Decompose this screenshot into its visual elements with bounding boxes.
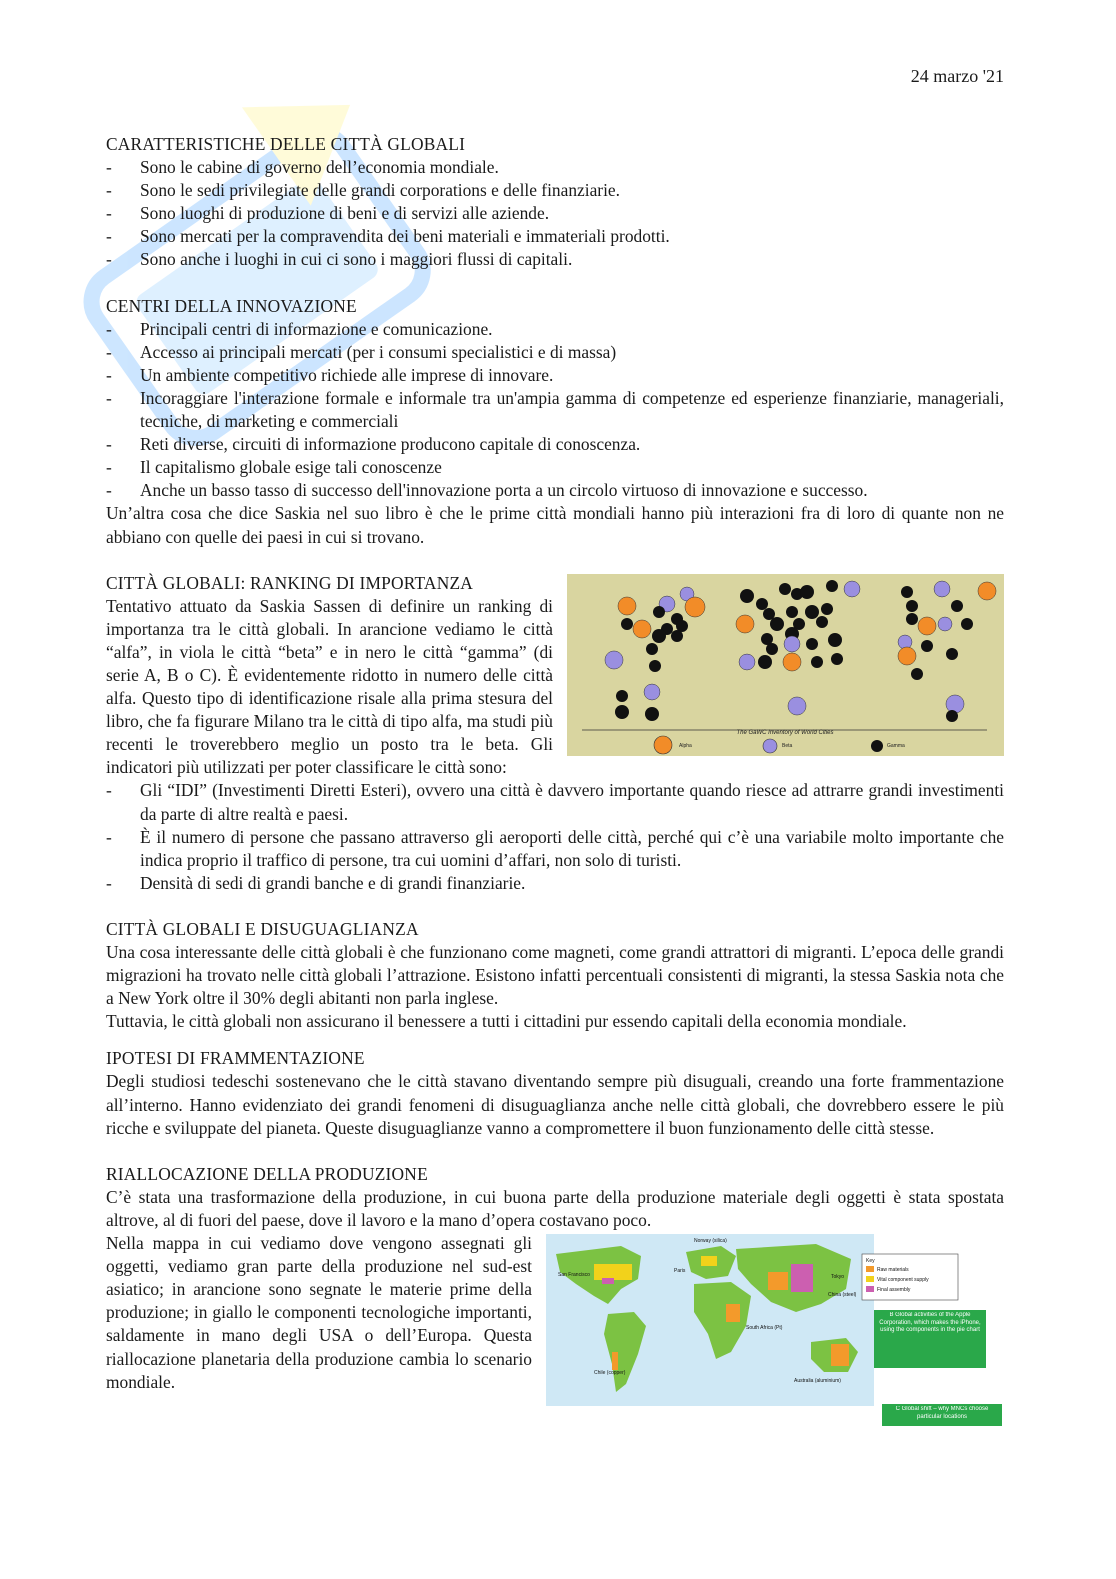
city-marker-gamma — [921, 640, 933, 652]
world-production-map — [546, 1234, 1008, 1426]
city-marker-gamma — [649, 660, 661, 672]
list-item: - Gli “IDI” (Investimenti Diretti Esteri), ovvero una città è davvero importante quando riesce ad attrarre grandi investimenti da parte di altre realtà e paesi. — [106, 779, 1004, 825]
list-item: - Reti diverse, circuiti di informazione producono capitale di conoscenza. — [106, 433, 1004, 456]
city-marker-beta — [739, 654, 755, 670]
list-item: - Sono le sedi privilegiate delle grandi corporations e delle finanziarie. — [106, 179, 1004, 202]
legend-alpha-dot — [654, 736, 672, 754]
city-marker-gamma — [740, 589, 754, 603]
city-marker-gamma — [786, 606, 798, 618]
document-body — [106, 133, 1004, 1432]
city-marker-beta — [934, 581, 950, 597]
list-item: - Un ambiente competitivo richiede alle imprese di innovare. — [106, 364, 1004, 387]
map-key-assembly: Final assembly — [877, 1287, 911, 1294]
city-marker-beta — [898, 635, 912, 649]
list-item: - Accesso ai principali mercati (per i consumi specialistici e di massa) — [106, 341, 1004, 364]
ranking-figure — [567, 572, 1004, 762]
paragraph-riallocazione-2: Nella mappa in cui vediamo dove vengono assegnati gli oggetti, vediamo gran parte della produzione nel sud-est asiatico; in arancione sono segnate le materie prime della produzione; in giallo le componenti tecnologiche importanti, saldamente in mano degli USA o dell’Europa. Questa riallocazione planetaria della produzione cambia lo scenario mondiale. — [106, 1233, 532, 1392]
map-label-norway: Norway (silica) — [694, 1238, 727, 1245]
asia-raw-materials — [768, 1272, 788, 1290]
paragraph-innovazione: Un’altra cosa che dice Saskia nel suo libro è che le prime città mondiali hanno più interazioni fra di loro di quante non ne abbiano con quelle dei paesi in cui si trovano. — [106, 503, 1004, 547]
city-marker-gamma — [828, 633, 842, 647]
city-marker-alpha — [978, 582, 996, 600]
map-key-raw: Raw materials — [877, 1267, 909, 1274]
map-caption-b: B Global activities of the Apple Corporation, which makes the iPhone, using the components in the pie chart — [879, 1312, 981, 1334]
city-marker-gamma — [756, 598, 768, 610]
city-marker-beta — [644, 684, 660, 700]
city-marker-gamma — [911, 668, 923, 680]
map-label-paris: Paris — [674, 1268, 686, 1275]
city-marker-beta — [788, 697, 806, 715]
city-marker-gamma — [645, 707, 659, 721]
city-marker-gamma — [816, 616, 828, 628]
city-marker-gamma — [961, 618, 973, 630]
list-item: - Incoraggiare l'interazione formale e informale tra un'ampia gamma di competenze ed esperienze finanziarie, manageriali, tecniche, di marketing e commerciali — [106, 387, 1004, 433]
list-item: - Sono luoghi di produzione di beni e di servizi alle aziende. — [106, 202, 1004, 225]
usa-vital-components — [594, 1264, 632, 1280]
city-marker-gamma — [646, 643, 658, 655]
city-marker-gamma — [800, 585, 814, 599]
city-marker-beta — [605, 651, 623, 669]
list-item: - Principali centri di informazione e comunicazione. — [106, 318, 1004, 341]
map-label-south-africa: South Africa (Pt) — [746, 1325, 783, 1332]
section-title-disuguaglianza: CITTÀ GLOBALI E DISUGUAGLIANZA — [106, 918, 419, 939]
city-marker-gamma — [831, 653, 843, 665]
paragraph-disuguaglianza-2: Tuttavia, le città globali non assicurano il benessere a tutti i cittadini pur essendo capitali della economia mondiale. — [106, 1011, 907, 1032]
map-key-vital: Vital component supply — [877, 1277, 929, 1284]
australia-raw-materials — [831, 1344, 849, 1366]
section-title-innovazione: CENTRI DELLA INNOVAZIONE — [106, 295, 357, 316]
city-marker-gamma — [946, 710, 958, 722]
legend-gamma-label: Gamma — [887, 742, 905, 749]
list-innovazione — [106, 318, 1004, 503]
city-marker-gamma — [906, 613, 918, 625]
paragraph-ranking: Tentativo attuato da Saskia Sassen di definire un ranking di importanza tra le città globali. In arancione vediamo le città “alfa”, in viola le città “beta” e in nero le città “gamma” (di serie A, B o C). È evidentemente ridotto in numero delle città alfa. Questo tipo di identificazione risale alla prima stesura del libro, che fa figurare Milano tra le città di tipo alfa, ma studi più recenti le troverebbero meglio un posto tra le beta. Gli indicatori più utilizzati per poter classificare le città sono: — [106, 595, 553, 778]
map-key-title: Key — [866, 1258, 875, 1265]
map-caption-c: C Global shift – why MNCs choose particular locations — [895, 1406, 989, 1420]
list-item: - Il capitalismo globale esige tali conoscenze — [106, 456, 1004, 479]
city-marker-gamma — [653, 606, 665, 618]
paragraph-disuguaglianza-1: Una cosa interessante delle città globali è che funzionano come magneti, come grandi attrattori di migranti. L’epoca delle grandi migrazioni ha trovato nelle città globali l’attrazione. Esistono infatti percentuali consistenti di migranti, la stessa Saskia nota che a New York oltre il 30% degli abitanti non parla inglese. — [106, 942, 1004, 1009]
city-marker-gamma — [615, 705, 629, 719]
chile-raw-materials — [612, 1352, 618, 1370]
city-marker-gamma — [805, 605, 819, 619]
list-indicatori — [106, 779, 1004, 894]
section-title-caratteristiche: CARATTERISTICHE DELLE CITTÀ GLOBALI — [106, 134, 466, 154]
list-item: - Sono mercati per la compravendita dei beni materiali e immateriali prodotti. — [106, 225, 1004, 248]
map-label-australia: Australia (aluminium) — [794, 1378, 841, 1385]
city-marker-gamma — [946, 648, 958, 660]
china-final-assembly — [791, 1264, 813, 1292]
world-cities-ranking-chart — [567, 574, 1004, 756]
paragraph-frammentazione: Degli studiosi tedeschi sostenevano che le città stavano diventando sempre più disuguali, creando una forte frammentazione all’interno. Hanno evidenziato dei grandi fenomeni di disuguaglianza anche nelle città globali, che dovrebbero essere le più ricche e sviluppate del pianeta. Queste disuguaglianze vanno a compromettere il buon funzionamento delle città stesse. — [106, 1071, 1004, 1138]
city-marker-alpha — [633, 620, 651, 638]
city-marker-beta — [946, 695, 964, 713]
city-marker-gamma — [901, 586, 913, 598]
list-caratteristiche — [106, 156, 1004, 271]
map-label-san-francisco: San Francisco — [558, 1272, 590, 1279]
city-marker-beta — [844, 581, 860, 597]
map-key — [862, 1254, 958, 1300]
list-item: - Densità di sedi di grandi banche e di grandi finanziarie. — [106, 872, 1004, 895]
europe-vital-components — [701, 1256, 717, 1266]
city-marker-gamma — [766, 643, 778, 655]
city-marker-gamma — [826, 580, 838, 592]
list-item: - È il numero di persone che passano attraverso gli aeroporti delle città, perché qui c’è una variabile molto importante che indica proprio il traffico di persone, tra cui uomini d’affari, non solo di turisti. — [106, 826, 1004, 872]
city-marker-alpha — [898, 647, 916, 665]
city-marker-beta — [938, 617, 952, 631]
city-marker-alpha — [736, 615, 754, 633]
city-marker-alpha — [918, 617, 936, 635]
city-marker-gamma — [652, 629, 666, 643]
city-marker-beta — [784, 636, 800, 652]
usa-final-assembly — [602, 1278, 614, 1284]
city-marker-gamma — [621, 618, 633, 630]
city-marker-gamma — [821, 603, 833, 615]
city-marker-gamma — [779, 583, 791, 595]
city-marker-gamma — [806, 638, 818, 650]
city-marker-gamma — [758, 655, 772, 669]
list-item: - Sono le cabine di governo dell’economia mondiale. — [106, 156, 1004, 179]
map-label-chile: Chile (copper) — [594, 1370, 626, 1377]
legend-beta-label: Beta — [782, 742, 793, 749]
city-marker-gamma — [906, 600, 918, 612]
section-title-riallocazione: RIALLOCAZIONE DELLA PRODUZIONE — [106, 1163, 428, 1184]
section-title-frammentazione: IPOTESI DI FRAMMENTAZIONE — [106, 1048, 365, 1069]
legend-beta-dot — [763, 739, 777, 753]
city-marker-alpha — [618, 597, 636, 615]
city-marker-gamma — [616, 690, 628, 702]
list-item: - Sono anche i luoghi in cui ci sono i maggiori flussi di capitali. — [106, 248, 1004, 271]
legend-gamma-dot — [871, 740, 883, 752]
map-label-tokyo: Tokyo — [831, 1274, 845, 1281]
city-marker-gamma — [811, 656, 823, 668]
city-marker-gamma — [671, 630, 683, 642]
section-title-ranking: CITTÀ GLOBALI: RANKING DI IMPORTANZA — [106, 572, 474, 593]
city-marker-gamma — [770, 617, 784, 631]
city-marker-alpha — [783, 653, 801, 671]
city-marker-alpha — [685, 597, 705, 617]
production-map-figure — [546, 1232, 1008, 1432]
africa-raw-materials — [726, 1304, 740, 1322]
figure-caption: The GaWC Inventory of World Cities — [736, 729, 834, 736]
city-marker-gamma — [951, 600, 963, 612]
map-label-china: China (steel) — [828, 1292, 857, 1299]
paragraph-riallocazione-1: C’è stata una trasformazione della produzione, in cui buona parte della produzione materiale degli oggetti è stata spostata altrove, al di fuori del paese, dove il lavoro e la mano d’opera costavano poco. — [106, 1186, 1004, 1230]
legend-alpha-label: Alpha — [679, 742, 692, 749]
page-date: 24 marzo '21 — [910, 66, 1004, 86]
list-item: - Anche un basso tasso di successo dell'innovazione porta a un circolo virtuoso di innovazione e successo. — [106, 479, 1004, 502]
